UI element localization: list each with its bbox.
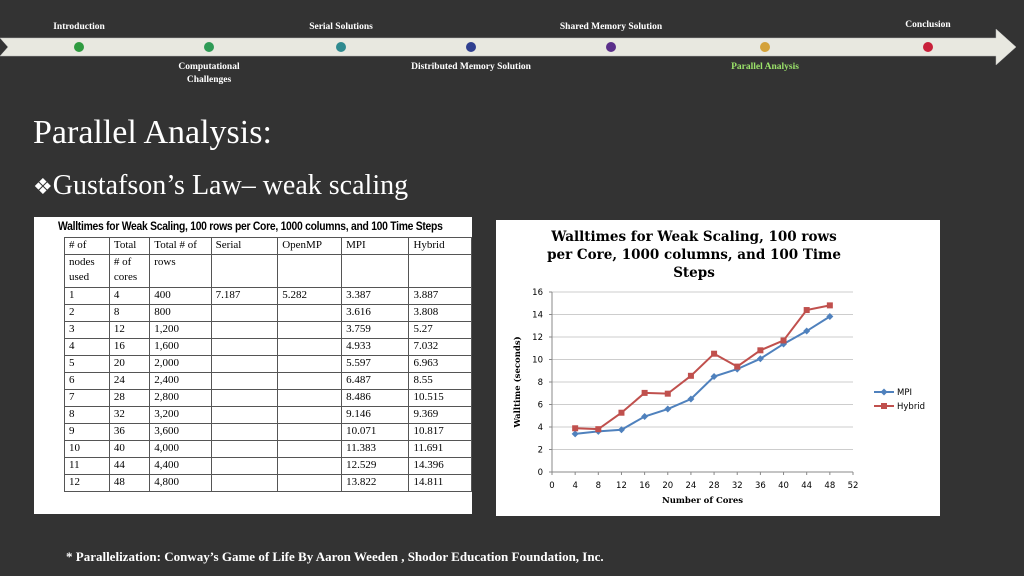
table-header-row [65, 238, 472, 255]
timeline-item[interactable]: Distributed Memory Solution [411, 62, 531, 72]
table-row [65, 288, 472, 305]
timeline-item[interactable]: Shared Memory Solution [559, 22, 663, 32]
table-cell: 4 [65, 339, 110, 356]
table-header-cell: # of [65, 238, 110, 255]
x-tick-label: 0 [549, 481, 555, 491]
table-cell: 6 [65, 373, 110, 390]
table-cell: 3.616 [342, 305, 409, 322]
table-row [65, 407, 472, 424]
table-cell: 5 [65, 356, 110, 373]
chart-title-line: per Core, 1000 columns, and 100 Time [547, 247, 841, 263]
data-point [711, 351, 717, 357]
table-row [65, 424, 472, 441]
y-tick-label: 12 [532, 333, 543, 343]
table-cell: 400 [150, 288, 211, 305]
table-cell [211, 373, 278, 390]
table-cell: 8.55 [409, 373, 472, 390]
table-cell [278, 475, 342, 492]
table-cell: 12 [65, 475, 110, 492]
timeline-dot[interactable] [923, 42, 933, 52]
table-cell [278, 458, 342, 475]
data-point [757, 347, 763, 353]
x-tick-label: 32 [731, 481, 743, 491]
table-cell: 8 [65, 407, 110, 424]
table-cell: 36 [109, 424, 149, 441]
table-cell: 14.396 [409, 458, 472, 475]
table-subheader-cell [409, 255, 472, 288]
table-cell [211, 305, 278, 322]
x-tick-label: 48 [824, 481, 836, 491]
table-row [65, 390, 472, 407]
data-point [572, 430, 579, 437]
table-cell: 10.817 [409, 424, 472, 441]
data-point [804, 307, 810, 313]
table-cell [278, 424, 342, 441]
table-cell: 28 [109, 390, 149, 407]
table-header-cell: Serial [211, 238, 278, 255]
chart-title-line: Walltimes for Weak Scaling, 100 rows [551, 229, 837, 245]
timeline-item[interactable]: Serial Solutions [309, 22, 373, 32]
table-cell [278, 390, 342, 407]
table-cell: 2 [65, 305, 110, 322]
data-point [664, 406, 671, 413]
table-cell: 2,800 [150, 390, 211, 407]
timeline-item[interactable]: Parallel Analysis [731, 62, 799, 72]
table-row [65, 356, 472, 373]
table-cell [211, 424, 278, 441]
table-cell: 12 [109, 322, 149, 339]
table-subheader-cell [278, 255, 342, 288]
x-tick-label: 40 [778, 481, 789, 491]
table-cell: 8.486 [342, 390, 409, 407]
y-tick-label: 6 [537, 400, 543, 411]
legend-marker [881, 389, 888, 396]
table-subheader-cell: # of cores [109, 255, 149, 288]
timeline-navigation [0, 0, 1024, 100]
table-cell: 11.383 [342, 441, 409, 458]
x-axis-label: Number of Cores [661, 496, 744, 506]
footnote: * Parallelization: Conway’s Game of Life By Aaron Weeden , Shodor Education Foundation, Inc. [66, 549, 604, 564]
table-header-cell: Total [109, 238, 149, 255]
table-cell [211, 356, 278, 373]
table-cell: 3.387 [342, 288, 409, 305]
table-cell [211, 458, 278, 475]
table-row [65, 339, 472, 356]
table-cell: 11 [65, 458, 110, 475]
timeline-arrow [0, 29, 1016, 65]
table-cell [211, 339, 278, 356]
table-cell: 5.282 [278, 288, 342, 305]
table-cell: 24 [109, 373, 149, 390]
table-header-cell: OpenMP [278, 238, 342, 255]
table-cell: 800 [150, 305, 211, 322]
legend-label: MPI [897, 388, 912, 398]
x-tick-label: 8 [595, 481, 602, 491]
data-point [827, 302, 833, 308]
table-cell: 6.963 [409, 356, 472, 373]
table-cell: 3.759 [342, 322, 409, 339]
table-cell: 44 [109, 458, 149, 475]
table-cell: 4,000 [150, 441, 211, 458]
y-tick-label: 8 [537, 378, 543, 388]
table-cell: 3,200 [150, 407, 211, 424]
y-axis-label: Walltime (seconds) [513, 336, 523, 428]
bullet-text: Gustafson’s Law– weak scaling [52, 170, 409, 201]
legend-label: Hybrid [897, 402, 926, 412]
x-tick-label: 36 [754, 481, 766, 491]
table-caption: Walltimes for Weak Scaling, 100 rows per Core, 1000 columns, and 100 Time Steps [58, 221, 443, 233]
table-cell: 32 [109, 407, 149, 424]
table-cell: 5.27 [409, 322, 472, 339]
table-cell: 9.369 [409, 407, 472, 424]
y-tick-label: 10 [532, 355, 543, 366]
walltime-line-chart [496, 220, 940, 516]
table-cell: 2,000 [150, 356, 211, 373]
timeline-dot[interactable] [74, 42, 84, 52]
table-subheader-row [65, 255, 472, 288]
table-cell: 4.933 [342, 339, 409, 356]
table-cell: 7.187 [211, 288, 278, 305]
table-subheader-cell [211, 255, 278, 288]
table-subheader-cell [342, 255, 409, 288]
table-cell [278, 441, 342, 458]
y-tick-label: 14 [532, 310, 543, 321]
table-subheader-cell: nodes used [65, 255, 110, 288]
timeline-dot[interactable] [204, 42, 214, 52]
table-cell: 10 [65, 441, 110, 458]
slide-title: Parallel Analysis: [33, 114, 272, 151]
table-cell: 8 [109, 305, 149, 322]
table-cell: 2,400 [150, 373, 211, 390]
table-row [65, 458, 472, 475]
table-cell: 7.032 [409, 339, 472, 356]
timeline-dot[interactable] [336, 42, 346, 52]
chart-title-line: Steps [673, 265, 715, 281]
table-cell: 3,600 [150, 424, 211, 441]
table-cell: 3.887 [409, 288, 472, 305]
table-header-cell: Total # of [150, 238, 211, 255]
table-cell [278, 339, 342, 356]
table-cell: 1,600 [150, 339, 211, 356]
x-tick-label: 4 [572, 481, 578, 491]
series-line-hybrid [575, 305, 830, 429]
table-cell: 14.811 [409, 475, 472, 492]
table-row [65, 475, 472, 492]
table-cell: 3.808 [409, 305, 472, 322]
table-cell [278, 305, 342, 322]
x-tick-label: 44 [801, 481, 813, 491]
table-row [65, 373, 472, 390]
series-line-mpi [575, 317, 830, 434]
table-row [65, 322, 472, 339]
table-cell: 4,400 [150, 458, 211, 475]
data-point [734, 364, 740, 370]
data-point [781, 337, 787, 343]
table-subheader-cell: rows [150, 255, 211, 288]
timeline-dot[interactable] [606, 42, 616, 52]
table-header-cell: Hybrid [409, 238, 472, 255]
table-row [65, 305, 472, 322]
table-cell [211, 475, 278, 492]
x-tick-label: 28 [708, 481, 720, 491]
table-cell: 1,200 [150, 322, 211, 339]
timeline-item[interactable]: Introduction [53, 22, 105, 32]
y-tick-label: 0 [537, 468, 543, 478]
table-cell: 3 [65, 322, 110, 339]
table-cell: 12.529 [342, 458, 409, 475]
x-tick-label: 52 [847, 481, 859, 491]
data-point [665, 391, 671, 397]
data-point [618, 410, 624, 416]
data-point [642, 390, 648, 396]
table-cell: 10.071 [342, 424, 409, 441]
table-cell [278, 322, 342, 339]
table-cell [211, 322, 278, 339]
table-cell [211, 390, 278, 407]
table-cell: 9.146 [342, 407, 409, 424]
bullet-symbol: ❖ [33, 174, 53, 199]
table-cell: 10.515 [409, 390, 472, 407]
chart-panel [496, 220, 940, 516]
table-cell: 4 [109, 288, 149, 305]
y-tick-label: 16 [532, 288, 543, 298]
table-cell [278, 373, 342, 390]
x-tick-label: 20 [662, 481, 674, 491]
timeline-dot[interactable] [760, 42, 770, 52]
x-tick-label: 16 [639, 481, 651, 491]
table-cell: 9 [65, 424, 110, 441]
y-tick-label: 2 [537, 445, 543, 456]
x-tick-label: 12 [616, 481, 627, 491]
table-row [65, 441, 472, 458]
table-cell: 11.691 [409, 441, 472, 458]
table-cell: 4,800 [150, 475, 211, 492]
y-tick-label: 4 [537, 423, 543, 433]
table-cell: 40 [109, 441, 149, 458]
table-cell: 6.487 [342, 373, 409, 390]
table-cell: 16 [109, 339, 149, 356]
table-cell [278, 407, 342, 424]
table-cell: 20 [109, 356, 149, 373]
data-point [595, 426, 601, 432]
timeline-item[interactable]: Conclusion [905, 20, 951, 30]
table-cell: 5.597 [342, 356, 409, 373]
table-cell: 13.822 [342, 475, 409, 492]
table-cell: 7 [65, 390, 110, 407]
table-cell: 48 [109, 475, 149, 492]
timeline-dot[interactable] [466, 42, 476, 52]
data-point [688, 373, 694, 379]
legend-marker [881, 403, 887, 409]
table-cell [211, 407, 278, 424]
table-cell [211, 441, 278, 458]
table-cell: 1 [65, 288, 110, 305]
walltime-table-panel [34, 217, 472, 514]
bullet-point [33, 170, 408, 202]
x-tick-label: 24 [685, 481, 697, 491]
table-header-cell: MPI [342, 238, 409, 255]
table-cell [278, 356, 342, 373]
data-point [572, 425, 578, 431]
timeline-item[interactable]: Computational Challenges [178, 62, 240, 85]
walltime-table [64, 237, 472, 492]
